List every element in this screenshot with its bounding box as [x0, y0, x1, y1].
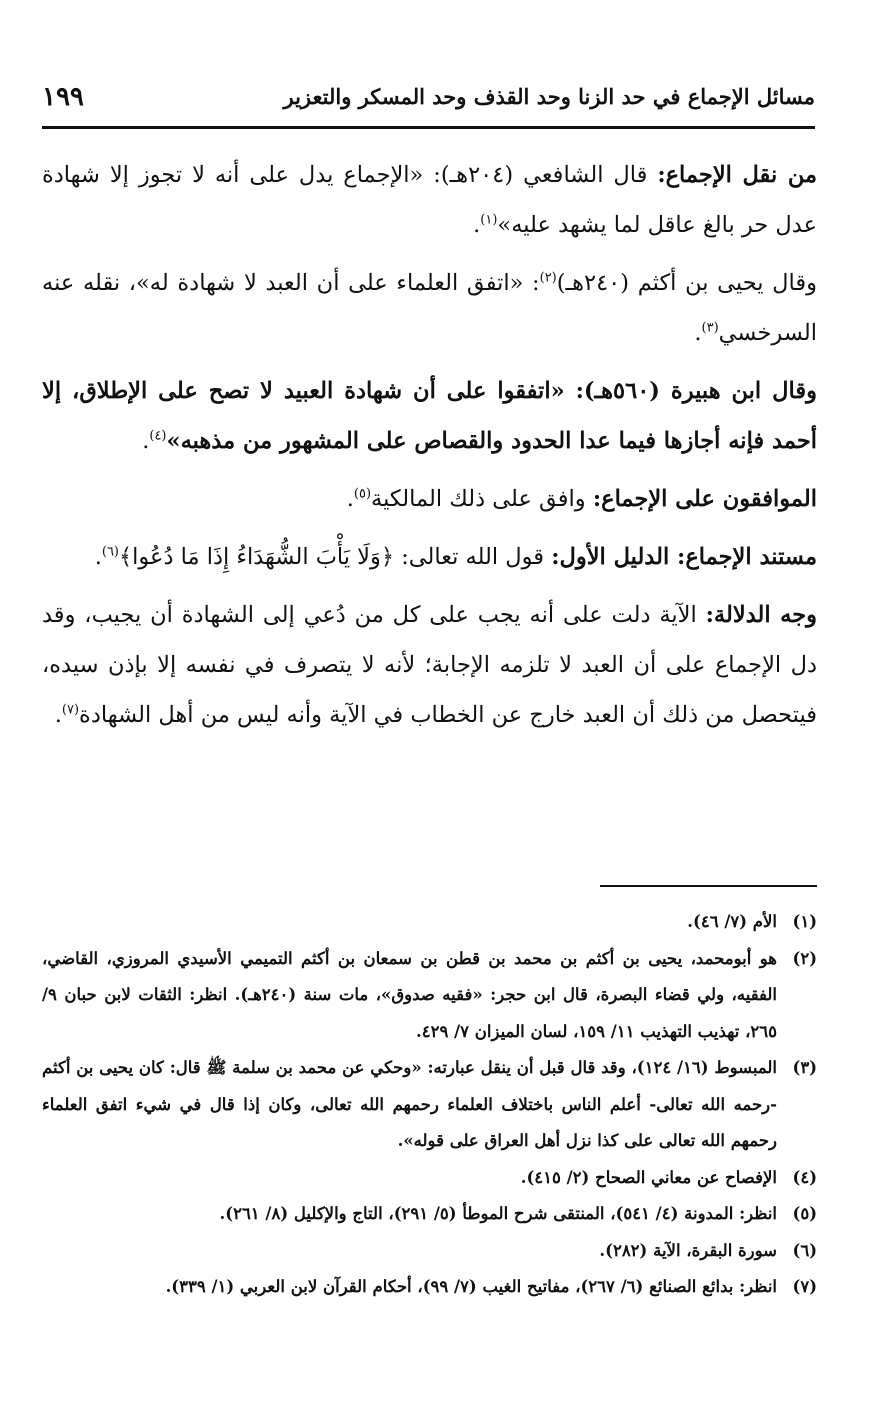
footnote-number: (٢): [792, 948, 817, 968]
footnote-text: الأم (٧/ ٤٦).: [687, 912, 777, 931]
paragraph-heading: مستند الإجماع: الدليل الأول:: [551, 544, 817, 570]
footnote-ref: (١): [480, 212, 498, 228]
footnote-number: (٤): [792, 1167, 817, 1187]
paragraph-inference: [42, 590, 817, 740]
footnote: [42, 1050, 817, 1160]
page-header: [42, 84, 815, 126]
footnote-separator: [600, 885, 817, 887]
paragraph-text: «اتفقوا على أن شهادة العبيد لا تصح على الإطلاق، إلا أحمد فإنه أجازها فيما عدا الحدود والقصاص على المشهور من مذهبه»: [42, 378, 817, 454]
paragraph-ijma-transmission: [42, 150, 817, 250]
footnotes: [42, 904, 817, 1306]
paragraph-text: : «اتفق العلماء على أن العبد لا شهادة له»، نقله عنه السرخسي: [42, 270, 817, 346]
footnote-ref: (٧): [61, 702, 80, 718]
footnote-text: سورة البقرة، الآية (٢٨٢).: [599, 1240, 777, 1260]
paragraph-heading: من نقل الإجماع:: [657, 162, 818, 188]
paragraph-end: .: [694, 320, 702, 346]
paragraph-heading: وقال ابن هبيرة (٥٦٠هـ):: [575, 378, 817, 404]
footnote-ref: (٢): [539, 270, 557, 286]
paragraph-text: قول الله تعالى: ﴿وَلَا يَأْبَ الشُّهَدَاءُ إِذَا مَا دُعُوا﴾: [119, 544, 552, 570]
paragraph-end: .: [94, 544, 102, 570]
paragraph-ibn-hubayra: [42, 366, 817, 466]
footnote-text: انظر: المدونة (٤/ ٥٤١)، المنتقى شرح الموطأ (٥/ ٢٩١)، التاج والإكليل (٨/ ٢٦١).: [219, 1204, 777, 1223]
footnote-number: (٧): [792, 1277, 817, 1296]
footnote: [42, 1196, 817, 1233]
footnote: [42, 904, 817, 941]
footnote-ref: (٦): [101, 544, 119, 560]
paragraph-text: وافق على ذلك المالكية: [371, 486, 593, 512]
footnote-number: (٥): [792, 1204, 817, 1223]
footnote-number: (٣): [792, 1058, 817, 1077]
running-title: مسائل الإجماع في حد الزنا وحد القذف وحد المسكر والتعزير: [283, 84, 815, 109]
paragraph-text: الآية دلت على أنه يجب على كل من دُعي إلى الشهادة أن يجيب، وقد دل الإجماع على أن العبد لا تلزمه الإجابة؛ لأنه لا يتصرف في نفسه إلا بإذن سيده، فيتحصل من ذلك أن العبد خارج عن الخطاب في الآية وأنه ليس من أهل الشهادة: [42, 602, 817, 728]
paragraph-end: .: [54, 702, 62, 728]
paragraph-text: وقال يحيى بن أكثم (٢٤٠هـ): [556, 270, 817, 296]
footnote-text: الإفصاح عن معاني الصحاح (٢/ ٤١٥).: [520, 1167, 777, 1187]
paragraph-end: .: [142, 428, 150, 454]
footnote-ref: (٥): [353, 486, 372, 502]
footnote: [42, 1269, 817, 1306]
paragraph-heading: وجه الدلالة:: [705, 602, 817, 628]
footnote-number: (١): [792, 912, 817, 931]
header-rule: [42, 126, 815, 129]
footnote-text: انظر: بدائع الصنائع (٦/ ٢٦٧)، مفاتيح الغيب (٧/ ٩٩)، أحكام القرآن لابن العربي (١/ ٣٣٩).: [165, 1277, 777, 1296]
paragraph-end: .: [346, 486, 354, 512]
footnote-ref: (٣): [701, 320, 719, 336]
paragraph-agreeing: [42, 474, 817, 524]
paragraph-yahya: [42, 258, 817, 358]
paragraph-end: .: [473, 212, 481, 238]
footnote-text: هو أبومحمد، يحيى بن أكثم بن محمد بن قطن بن سمعان بن أكثم التميمي الأسيدي المروزي، القاضي، الفقيه، ولي قضاء البصرة، قال ابن حجر: «فقيه صدوق»، مات سنة (٢٤٠هـ). انظر: الثقات لابن حبان ٩/ ٢٦٥، تهذيب التهذيب ١١/ ١٥٩، لسان الميزان ٧/ ٤٢٩.: [42, 948, 777, 1041]
footnote: [42, 1160, 817, 1197]
paragraph-text: قال الشافعي (٢٠٤هـ): «الإجماع يدل على أنه لا تجوز إلا شهادة عدل حر بالغ عاقل لما يشهد عليه»: [42, 162, 817, 238]
footnote: [42, 941, 817, 1051]
main-text: [42, 150, 817, 748]
paragraph-heading: الموافقون على الإجماع:: [592, 486, 817, 512]
page-number: ١٩٩: [42, 82, 84, 112]
paragraph-evidence: [42, 532, 817, 582]
footnote: [42, 1233, 817, 1270]
footnote-ref: (٤): [149, 428, 167, 444]
footnote-number: (٦): [792, 1240, 817, 1260]
footnote-text: المبسوط (١٦/ ١٢٤)، وقد قال قبل أن ينقل عبارته: «وحكي عن محمد بن سلمة ﷺ قال: كان يحيى بن أكثم -رحمه الله تعالى- أعلم الناس باختلاف العلماء رحمهم الله تعالى، وكان إذا قال في شيء اتفق العلماء رحمهم الله تعالى على كذا نزل أهل العراق على قوله».: [42, 1058, 777, 1150]
